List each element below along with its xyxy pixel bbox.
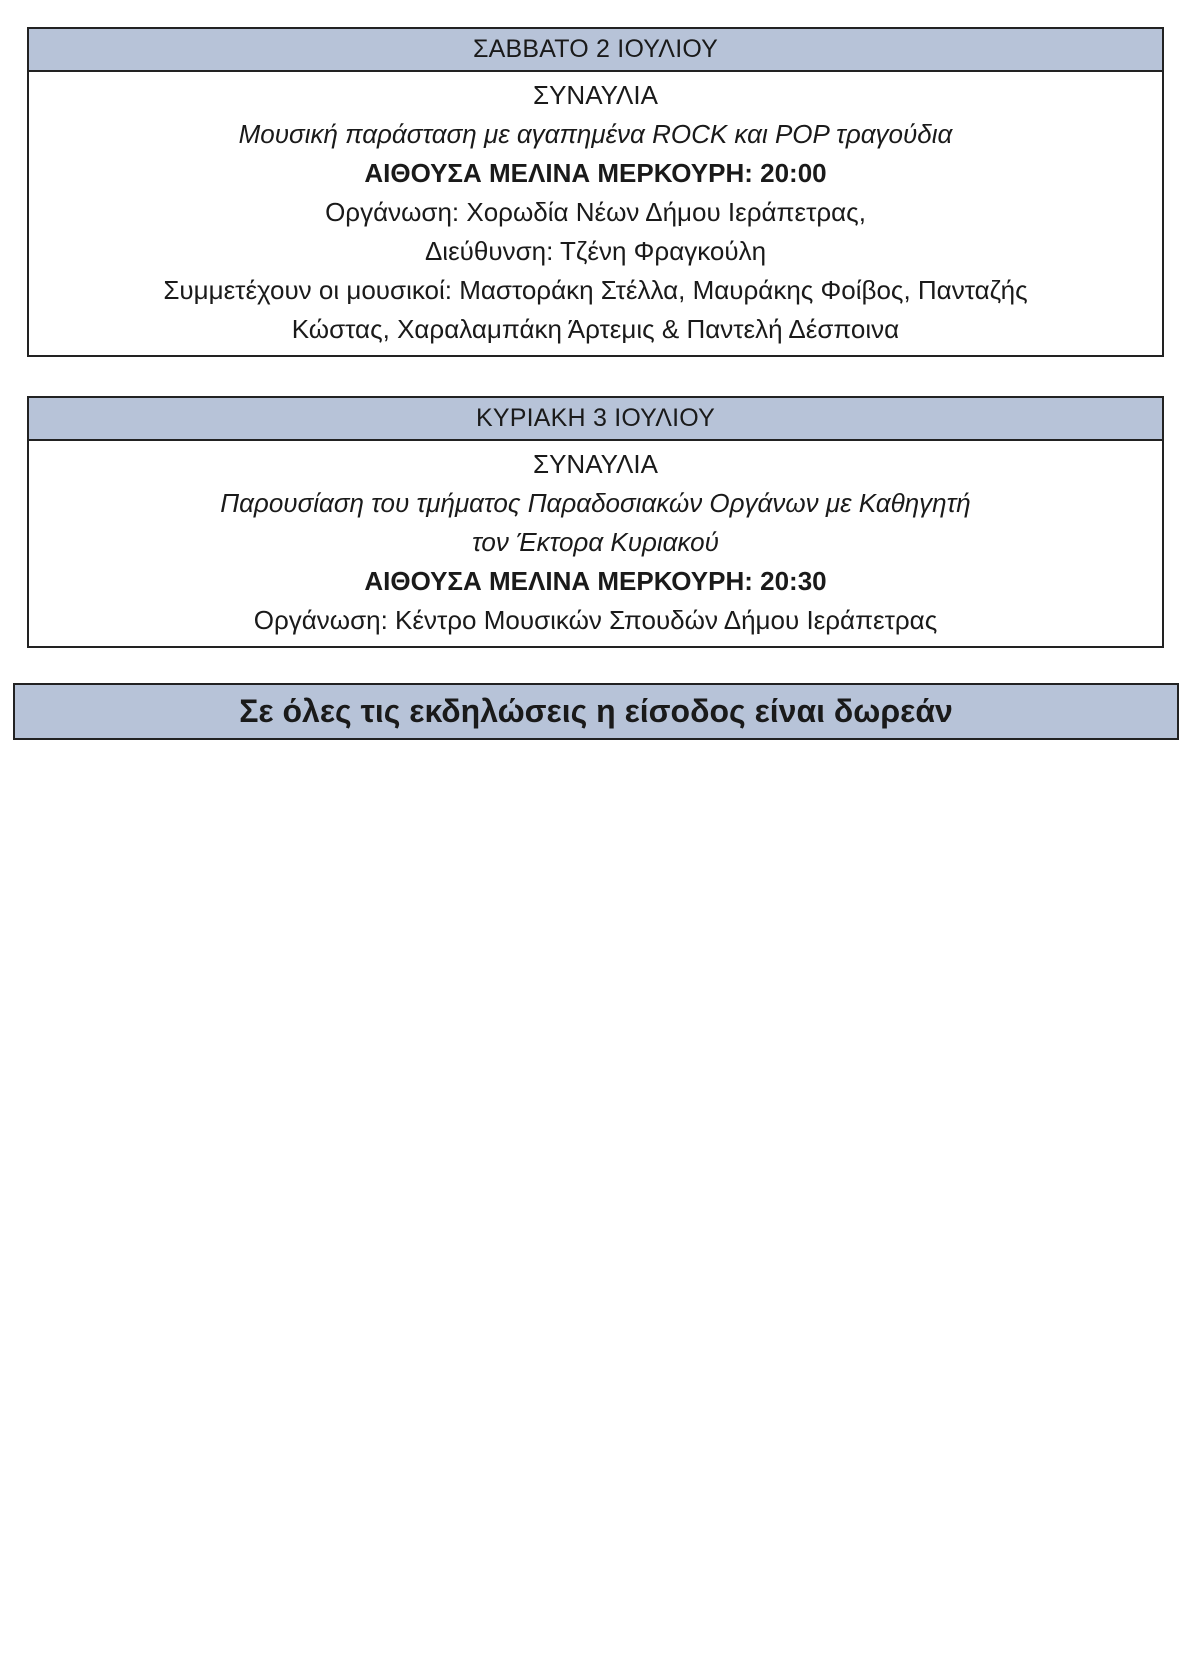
event-type: ΣΥΝΑΥΛΙΑ (533, 80, 658, 110)
event-type: ΣΥΝΑΥΛΙΑ (533, 449, 658, 479)
free-entry-banner: Σε όλες τις εκδηλώσεις η είσοδος είναι δωρεάν (13, 683, 1179, 740)
event-description: τον Έκτορα Κυριακού (472, 527, 719, 557)
event-saturday (27, 27, 1164, 357)
event-sunday (27, 396, 1164, 648)
event-venue-time: ΑΙΘΟΥΣΑ ΜΕΛΙΝΑ ΜΕΡΚΟΥΡΗ: 20:30 (364, 566, 827, 596)
event-body (29, 441, 1162, 646)
event-detail: Οργάνωση: Χορωδία Νέων Δήμου Ιεράπετρας, (325, 197, 866, 227)
event-detail: Συμμετέχουν οι μουσικοί: Μαστοράκη Στέλλα, Μαυράκης Φοίβος, Πανταζής (163, 275, 1028, 305)
event-venue-time: ΑΙΘΟΥΣΑ ΜΕΛΙΝΑ ΜΕΡΚΟΥΡΗ: 20:00 (364, 158, 827, 188)
event-description: Παρουσίαση του τμήματος Παραδοσιακών Οργάνων με Καθηγητή (220, 488, 971, 518)
event-detail: Οργάνωση: Κέντρο Μουσικών Σπουδών Δήμου Ιεράπετρας (253, 605, 938, 635)
event-date-header: ΣΑΒΒΑΤΟ 2 ΙΟΥΛΙΟΥ (29, 29, 1162, 72)
event-date-header: ΚΥΡΙΑΚΗ 3 ΙΟΥΛΙΟΥ (29, 398, 1162, 441)
event-description: Μουσική παράσταση με αγαπημένα ROCK και POP τραγούδια (238, 119, 953, 149)
event-detail: Διεύθυνση: Τζένη Φραγκούλη (424, 236, 767, 266)
event-detail: Κώστας, Χαραλαμπάκη Άρτεμις & Παντελή Δέσποινα (291, 314, 900, 344)
event-body (29, 72, 1162, 355)
